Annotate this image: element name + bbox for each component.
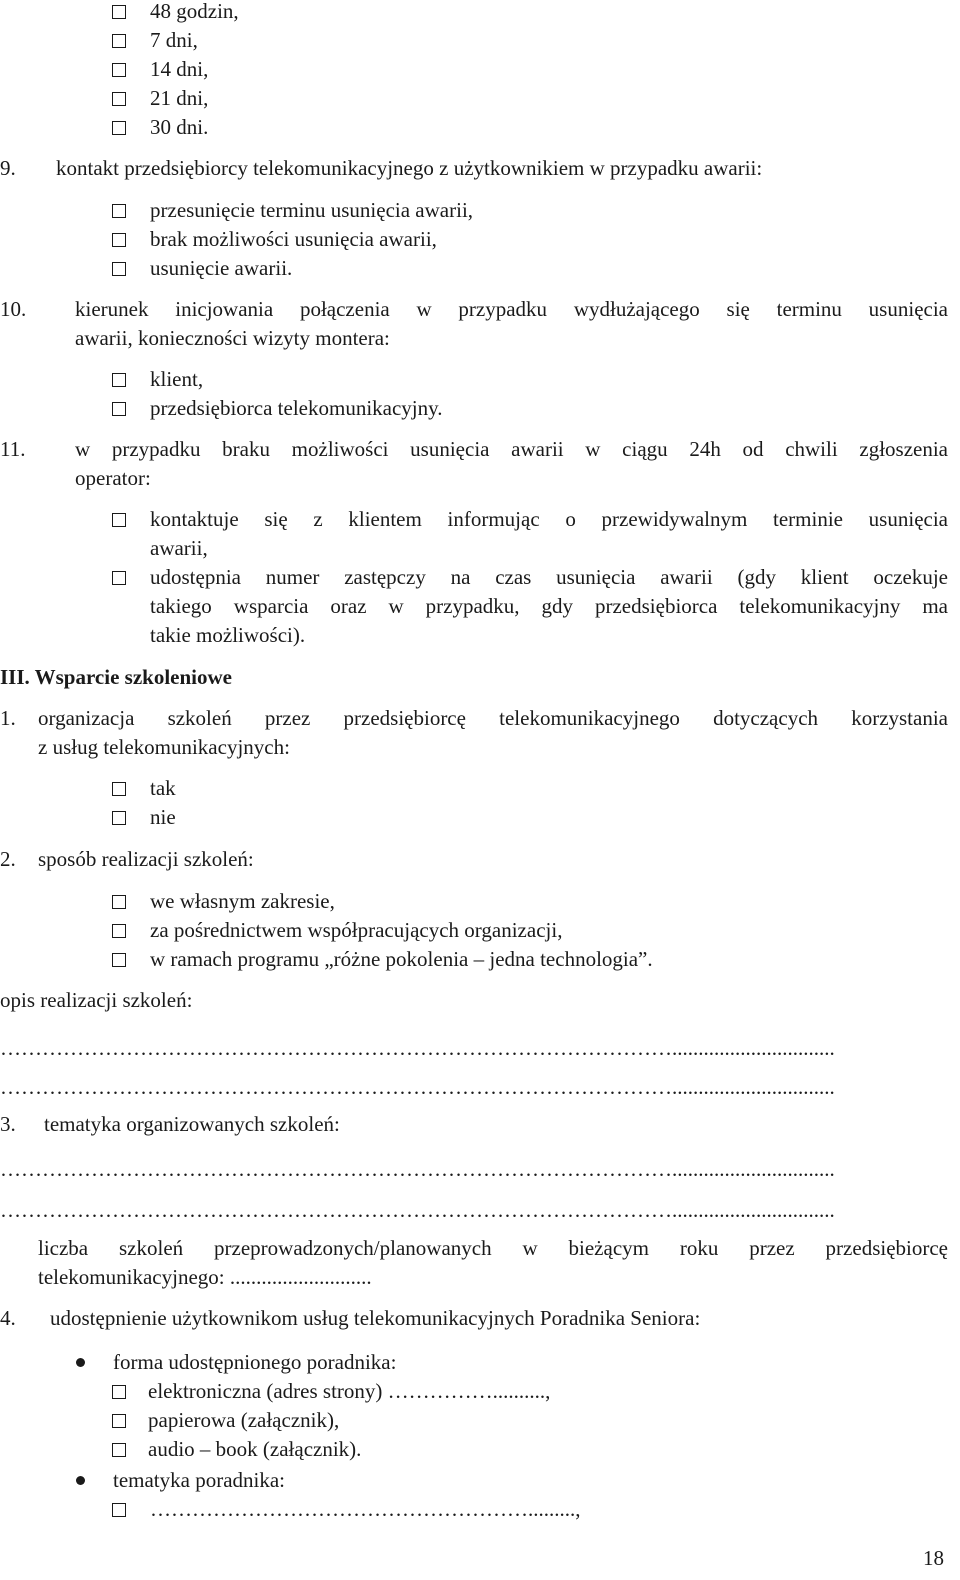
option-label: usunięcie awarii. [150, 256, 293, 280]
page-number: 18 [923, 1546, 944, 1570]
question-text: kontakt przedsiębiorcy telekomunikacyjnego z użytkownikiem w przypadku awarii: [56, 156, 763, 180]
option-label: 21 dni, [150, 86, 209, 110]
option-label: za pośrednictwem współpracujących organizacji, [150, 918, 563, 942]
fill-in-line[interactable]: ……………………………………………………………………………………............................... [0, 1157, 835, 1181]
fill-in-line[interactable]: ……………………………………………………………………………………............................... [0, 1075, 835, 1099]
option-label: udostępnia numer zastępczy na czas usunięcia awarii (gdy klient oczekuje [150, 565, 948, 589]
bullet-label: forma udostępnionego poradnika: [113, 1350, 397, 1374]
bullet-icon [76, 1358, 85, 1367]
option-label: nie [150, 805, 176, 829]
checkbox-21-dni[interactable] [112, 92, 126, 106]
checkbox-przesuniecie[interactable] [112, 204, 126, 218]
checkbox-posrednictwo[interactable] [112, 924, 126, 938]
checkbox-przedsiebiorca[interactable] [112, 402, 126, 416]
option-label: brak możliwości usunięcia awarii, [150, 227, 437, 251]
option-label: 7 dni, [150, 28, 198, 52]
question-text: awarii, konieczności wizyty montera: [75, 326, 390, 350]
question-number: 4. [0, 1306, 16, 1330]
checkbox-program[interactable] [112, 953, 126, 967]
question-number: 11. [0, 437, 26, 461]
checkbox-kontaktuje[interactable] [112, 513, 126, 527]
checkbox-elektroniczna[interactable] [112, 1385, 126, 1399]
training-count-text[interactable]: telekomunikacyjnego: ........................... [38, 1265, 372, 1289]
question-text: sposób realizacji szkoleń: [38, 847, 254, 871]
question-text: organizacja szkoleń przez przedsiębiorcę telekomunikacyjnego dotyczących korzystania [38, 706, 948, 730]
question-number: 2. [0, 847, 16, 871]
checkbox-nie[interactable] [112, 811, 126, 825]
question-text: operator: [75, 466, 151, 490]
option-label: takiego wsparcia oraz w przypadku, gdy przedsiębiorca telekomunikacyjny ma [150, 594, 948, 618]
question-number: 9. [0, 156, 16, 180]
checkbox-klient[interactable] [112, 373, 126, 387]
description-label: opis realizacji szkoleń: [0, 988, 193, 1012]
option-label: 14 dni, [150, 57, 209, 81]
checkbox-tematyka[interactable] [112, 1503, 126, 1517]
option-label: tak [150, 776, 176, 800]
option-label: w ramach programu „różne pokolenia – jedna technologia”. [150, 947, 653, 971]
checkbox-wlasny-zakres[interactable] [112, 895, 126, 909]
option-label: 30 dni. [150, 115, 209, 139]
question-text: kierunek inicjowania połączenia w przypadku wydłużającego się terminu usunięcia [75, 297, 948, 321]
question-text: udostępnienie użytkownikom usług telekomunikacyjnych Poradnika Seniora: [50, 1306, 701, 1330]
option-label: papierowa (załącznik), [148, 1408, 340, 1432]
question-number: 3. [0, 1112, 16, 1136]
option-label: we własnym zakresie, [150, 889, 335, 913]
checkbox-48-godzin[interactable] [112, 5, 126, 19]
section-heading: III. Wsparcie szkoleniowe [0, 665, 232, 689]
checkbox-usuniecie[interactable] [112, 262, 126, 276]
fill-in-line[interactable]: ……………………………………………………………………………………............................... [0, 1198, 835, 1222]
checkbox-tak[interactable] [112, 782, 126, 796]
option-label: takie możliwości). [150, 623, 306, 647]
option-label: awarii, [150, 536, 208, 560]
fill-in-line[interactable]: ………………………………………………........., [150, 1497, 581, 1521]
question-text: w przypadku braku możliwości usunięcia awarii w ciągu 24h od chwili zgłoszenia [75, 437, 948, 461]
training-count-text: liczba szkoleń przeprowadzonych/planowanych w bieżącym roku przez przedsiębiorcę [38, 1236, 948, 1260]
checkbox-audio-book[interactable] [112, 1443, 126, 1457]
question-number: 1. [0, 706, 16, 730]
question-text: z usług telekomunikacyjnych: [38, 735, 290, 759]
option-label: 48 godzin, [150, 0, 239, 23]
checkbox-papierowa[interactable] [112, 1414, 126, 1428]
option-label: przesunięcie terminu usunięcia awarii, [150, 198, 474, 222]
option-label: przedsiębiorca telekomunikacyjny. [150, 396, 443, 420]
checkbox-30-dni[interactable] [112, 121, 126, 135]
checkbox-7-dni[interactable] [112, 34, 126, 48]
checkbox-brak-mozliwosci[interactable] [112, 233, 126, 247]
option-label: audio – book (załącznik). [148, 1437, 362, 1461]
option-label[interactable]: elektroniczna (adres strony) …………….........., [148, 1379, 551, 1403]
checkbox-14-dni[interactable] [112, 63, 126, 77]
checkbox-udostepnia[interactable] [112, 571, 126, 585]
option-label: klient, [150, 367, 204, 391]
option-label: kontaktuje się z klientem informując o przewidywalnym terminie usunięcia [150, 507, 948, 531]
bullet-icon [76, 1476, 85, 1485]
question-number: 10. [0, 297, 27, 321]
question-text: tematyka organizowanych szkoleń: [44, 1112, 340, 1136]
fill-in-line[interactable]: ……………………………………………………………………………………............................... [0, 1036, 835, 1060]
bullet-label: tematyka poradnika: [113, 1468, 286, 1492]
